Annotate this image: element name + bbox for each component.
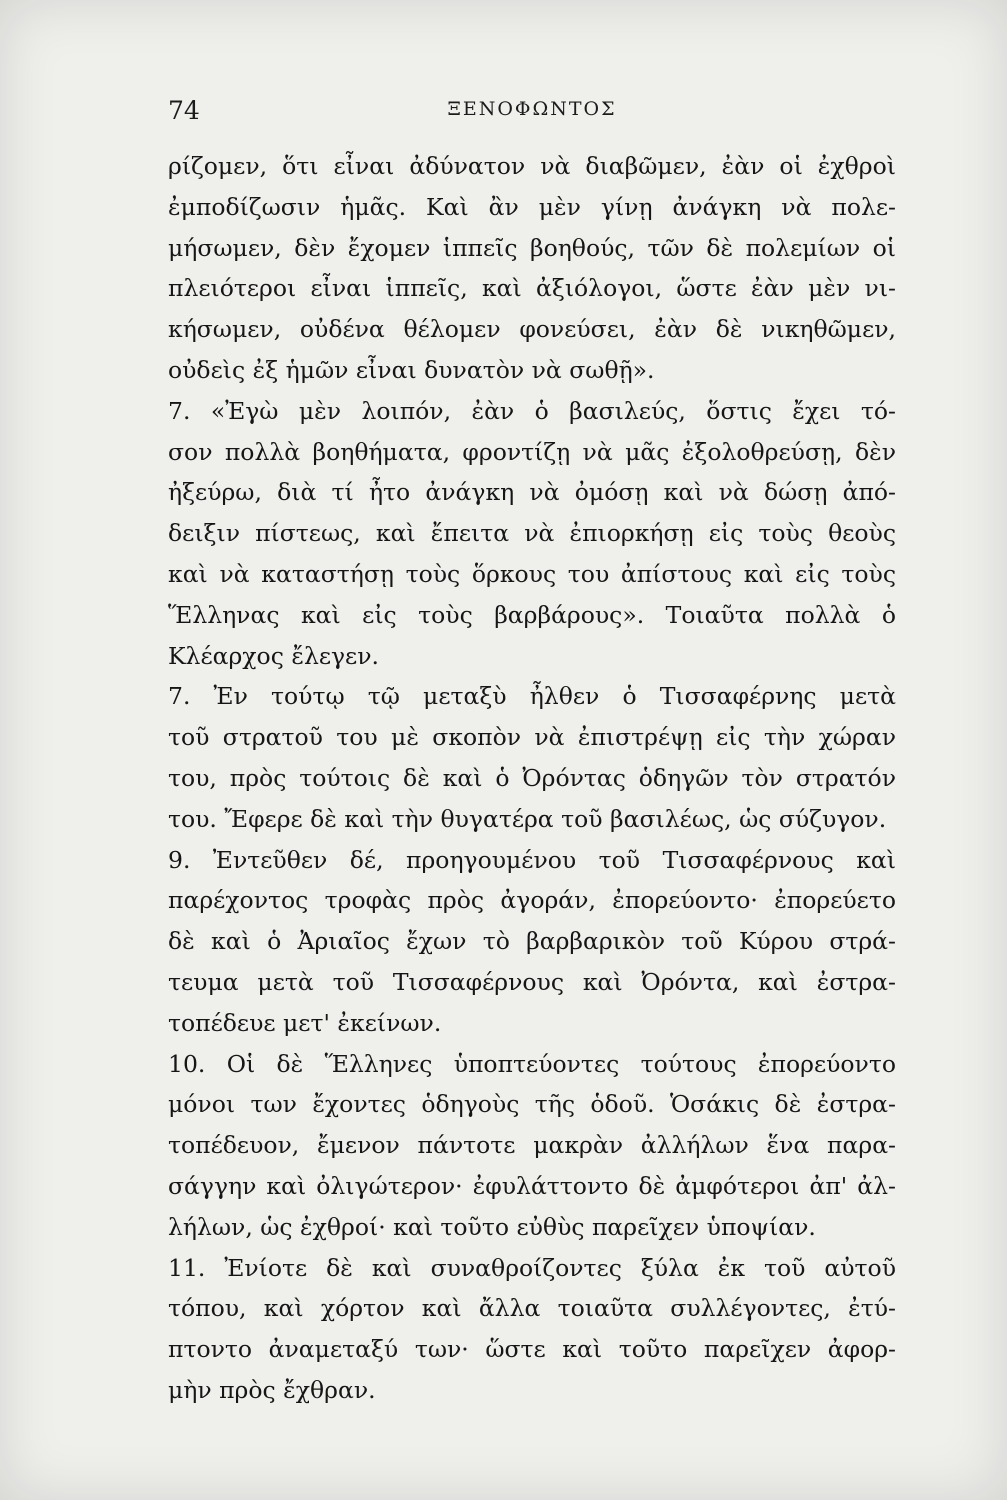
text-line: πλειότεροι εἶναι ἱππεῖς, καὶ ἀξιόλογοι, ὥστε ἐὰν μὲν νι- xyxy=(168,274,896,303)
text-line: τόπου, καὶ χόρτον καὶ ἄλλα τοιαῦτα συλλέγοντες, ἐτύ- xyxy=(168,1294,896,1323)
text-line: ρίζομεν, ὅτι εἶναι ἀδύνατον νὰ διαβῶμεν, ἐὰν οἱ ἐχθροὶ xyxy=(168,152,896,180)
page-header xyxy=(168,96,896,132)
text-line: δειξιν πίστεως, καὶ ἔπειτα νὰ ἐπιορκήσῃ εἰς τοὺς θεοὺς xyxy=(168,519,896,548)
text-line: μόνοι των ἔχοντες ὁδηγοὺς τῆς ὁδοῦ. Ὁσάκις δὲ ἐστρα- xyxy=(168,1090,896,1119)
text-line: μὴν πρὸς ἔχθραν. xyxy=(168,1375,376,1404)
text-line: 7. Ἐν τούτῳ τῷ μεταξὺ ἦλθεν ὁ Τισσαφέρνης μετὰ xyxy=(168,682,896,711)
text-line: 11. Ἐνίοτε δὲ καὶ συναθροίζοντες ξύλα ἐκ τοῦ αὐτοῦ xyxy=(168,1253,896,1282)
text-block xyxy=(168,146,896,1411)
text-line: πτοντο ἀναμεταξύ των· ὥστε καὶ τοῦτο παρεῖχεν ἀφορ- xyxy=(168,1335,896,1364)
text-line: του. Ἔφερε δὲ καὶ τὴν θυγατέρα τοῦ βασιλέως, ὡς σύζυγον. xyxy=(168,804,887,833)
text-line: ἐμποδίζωσιν ἡμᾶς. Καὶ ἂν μὲν γίνῃ ἀνάγκη νὰ πολε- xyxy=(168,192,896,221)
text-line: τοῦ στρατοῦ του μὲ σκοπὸν νὰ ἐπιστρέψῃ εἰς τὴν χώραν xyxy=(168,723,896,752)
text-line: Κλέαρχος ἔλεγεν. xyxy=(168,641,379,670)
text-line: παρέχοντος τροφὰς πρὸς ἀγοράν, ἐπορεύοντο· ἐπορεύετο xyxy=(168,886,896,915)
text-line: τοπέδευον, ἔμενον πάντοτε μακρὰν ἀλλήλων ἕνα παρα- xyxy=(168,1131,896,1160)
text-line: οὐδεὶς ἐξ ἡμῶν εἶναι δυνατὸν νὰ σωθῇ». xyxy=(168,355,655,384)
text-line: δὲ καὶ ὁ Ἀριαῖος ἔχων τὸ βαρβαρικὸν τοῦ Κύρου στρά- xyxy=(168,927,896,956)
text-line: σάγγην καὶ ὀλιγώτερον· ἐφυλάττοντο δὲ ἀμφότεροι ἀπ' ἀλ- xyxy=(168,1171,896,1200)
text-line: καὶ νὰ καταστήσῃ τοὺς ὅρκους του ἀπίστους καὶ εἰς τοὺς xyxy=(168,559,896,588)
text-line: 7. «Ἐγὼ μὲν λοιπόν, ἐὰν ὁ βασιλεύς, ὅστις ἔχει τό- xyxy=(168,396,896,425)
running-head: ΞΕΝΟΦΩΝΤΟΣ xyxy=(447,98,617,120)
text-line: 10. Οἱ δὲ Ἕλληνες ὑποπτεύοντες τούτους ἐπορεύοντο xyxy=(168,1049,896,1078)
text-line: μήσωμεν, δὲν ἔχομεν ἱππεῖς βοηθούς, τῶν δὲ πολεμίων οἱ xyxy=(168,233,896,262)
text-line: τευμα μετὰ τοῦ Τισσαφέρνους καὶ Ὀρόντα, καὶ ἐστρα- xyxy=(168,967,896,996)
text-line: τοπέδευε μετ' ἐκείνων. xyxy=(168,1008,442,1037)
text-line: Ἕλληνας καὶ εἰς τοὺς βαρβάρους». Τοιαῦτα πολλὰ ὁ xyxy=(168,600,896,629)
text-line: κήσωμεν, οὐδένα θέλομεν φονεύσει, ἐὰν δὲ νικηθῶμεν, xyxy=(168,315,896,344)
page-number: 74 xyxy=(168,96,200,125)
text-line: του, πρὸς τούτοις δὲ καὶ ὁ Ὀρόντας ὁδηγῶν τὸν στρατόν xyxy=(168,763,896,792)
text-line: 9. Ἐντεῦθεν δέ, προηγουμένου τοῦ Τισσαφέρνους καὶ xyxy=(168,845,896,874)
text-line: ἠξεύρω, διὰ τί ἦτο ἀνάγκη νὰ ὀμόσῃ καὶ νὰ δώσῃ ἀπό- xyxy=(168,478,896,507)
text-line: σον πολλὰ βοηθήματα, φροντίζῃ νὰ μᾶς ἐξολοθρεύσῃ, δὲν xyxy=(168,437,896,466)
text-line: λήλων, ὡς ἐχθροί· καὶ τοῦτο εὐθὺς παρεῖχεν ὑποψίαν. xyxy=(168,1212,816,1241)
